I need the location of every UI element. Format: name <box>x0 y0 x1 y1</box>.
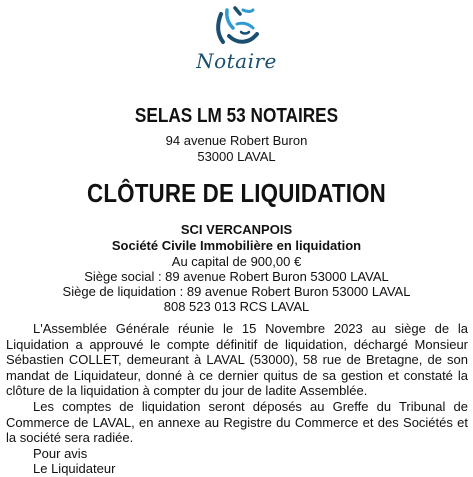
rcs-number: 808 523 013 RCS LAVAL <box>163 299 310 314</box>
signatory: Le Liquidateur <box>33 461 116 477</box>
body-paragraph-assembly: L'Assemblée Générale réunie le 15 Novembre 2023 au siège de la Liquidation a approuvé le compte définitif de liquidation, déchargé Monsieur Sébastien COLLET, demeurant à LAVAL (53000), 58 rue de Bretagne, de son mandat de Liquidateur, donné à ce dernier quitus de sa gestion et constaté la clôture de la liquidation à compter du jour de ladite Assemblée. <box>6 321 468 399</box>
firm-address-city: 53000 LAVAL <box>197 149 276 164</box>
firm-name: SELAS LM 53 NOTAIRES <box>134 105 339 127</box>
body-paragraph-filing: Les comptes de liquidation seront déposés au Greffe du Tribunal de Commerce de LAVAL, en annexe au Registre du Commerce et des Sociétés et la société sera radiée. <box>6 398 468 446</box>
closing-line: Pour avis <box>33 445 88 461</box>
firm-address-street: 94 avenue Robert Buron <box>165 133 308 148</box>
logo-wordmark: Notaire <box>196 49 277 73</box>
notaire-emblem-icon <box>207 4 267 50</box>
company-name: SCI VERCANPOIS <box>180 222 293 237</box>
notice-body <box>6 321 468 477</box>
company-form: Société Civile Immobilière en liquidation <box>111 238 362 253</box>
liquidation-office: Siège de liquidation : 89 avenue Robert Buron 53000 LAVAL <box>62 284 411 299</box>
registered-office: Siège social : 89 avenue Robert Buron 53000 LAVAL <box>84 269 389 284</box>
notice-title: CLÔTURE DE LIQUIDATION <box>86 178 387 208</box>
company-capital: Au capital de 900,00 € <box>171 254 302 269</box>
notaire-logo <box>0 0 473 82</box>
